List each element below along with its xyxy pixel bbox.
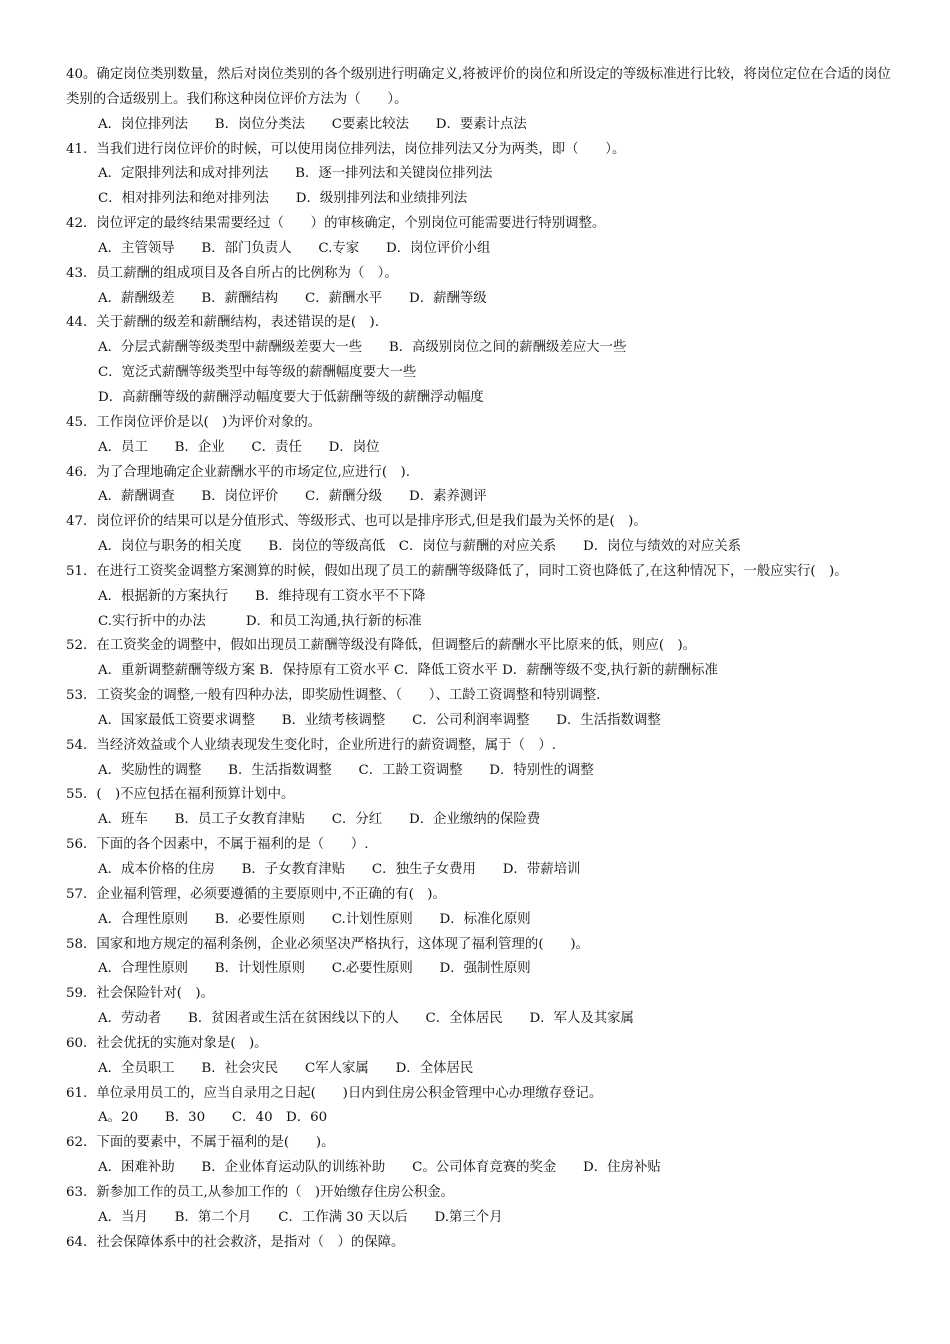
question-text: 60．社会优抚的实施对象是( )。: [66, 1035, 268, 1051]
question-options: A．全员职工 B．社会灾民 C军人家属 D．全体居民: [98, 1060, 474, 1076]
question-options: A．合理性原则 B．必要性原则 C.计划性原则 D．标准化原则: [98, 911, 531, 927]
question-options: A．岗位与职务的相关度 B．岗位的等级高低 C．岗位与薪酬的对应关系 D．岗位与绩效的对应关系: [98, 539, 742, 555]
document-body: [66, 63, 896, 1256]
question-63: [66, 1181, 896, 1231]
question-42: [66, 212, 896, 262]
question-47: [66, 510, 896, 560]
question-51: [66, 560, 896, 635]
question-options: A．班车 B．员工子女教育津贴 C．分红 D．企业缴纳的保险费: [98, 812, 541, 828]
question-56: [66, 833, 896, 883]
question-text: 40。确定岗位类别数量，然后对岗位类别的各个级别进行明确定义,将被评价的岗位和所设定的等级标准进行比较，将岗位定位在合适的岗位类别的合适级别上。我们称这种岗位评价方法为（ ）。: [66, 67, 891, 107]
question-text: 46．为了合理地确定企业薪酬水平的市场定位,应进行( ).: [66, 464, 410, 480]
question-options: A．奖励性的调整 B．生活指数调整 C．工龄工资调整 D．特别性的调整: [98, 762, 594, 778]
question-options: C．宽泛式薪酬等级类型中每等级的薪酬幅度要大一些: [98, 365, 417, 381]
question-59: [66, 982, 896, 1032]
question-41: [66, 138, 896, 213]
question-40: [66, 63, 896, 138]
question-43: [66, 262, 896, 312]
question-options: A．劳动者 B．贫困者或生活在贫困线以下的人 C．全体居民 D．军人及其家属: [98, 1011, 634, 1027]
question-options: C．相对排列法和绝对排列法 D．级别排列法和业绩排列法: [98, 191, 468, 207]
question-55: [66, 783, 896, 833]
question-53: [66, 684, 896, 734]
question-46: [66, 461, 896, 511]
question-text: 63．新参加工作的员工,从参加工作的（ )开始缴存住房公积金。: [66, 1184, 455, 1200]
question-text: 47．岗位评价的结果可以是分值形式、等级形式、也可以是排序形式,但是我们最为关怀的是( )。: [66, 514, 647, 530]
question-text: 53．工资奖金的调整,一般有四种办法，即奖励性调整、（ ）、工龄工资调整和特别调整.: [66, 688, 601, 704]
question-text: 41．当我们进行岗位评价的时候，可以使用岗位排列法，岗位排列法又分为两类，即（ ）。: [66, 141, 626, 157]
question-options: A．困难补助 B．企业体育运动队的训练补助 C。公司体育竞赛的奖金 D．住房补贴: [98, 1160, 661, 1176]
question-62: [66, 1131, 896, 1181]
question-options: A．员工 B．企业 C．责任 D．岗位: [98, 439, 380, 455]
question-options: A．分层式薪酬等级类型中薪酬级差要大一些 B．高级别岗位之间的薪酬级差应大一些: [98, 340, 627, 356]
question-options: A．根据新的方案执行 B．维持现有工资水平不下降: [98, 588, 426, 604]
question-text: 57．企业福利管理，必须要遵循的主要原则中,不正确的有( )。: [66, 886, 446, 902]
question-text: 54．当经济效益或个人业绩表现发生变化时，企业所进行的薪资调整，属于（ ）.: [66, 737, 556, 753]
question-options: A．定限排列法和成对排列法 B．逐一排列法和关键岗位排列法: [98, 166, 493, 182]
question-text: 62．下面的要素中，不属于福利的是( )。: [66, 1135, 335, 1151]
question-64: [66, 1231, 896, 1256]
question-61: [66, 1082, 896, 1132]
question-options: A。20 B．30 C．40 D．60: [98, 1110, 328, 1126]
question-text: 55．( )不应包括在福利预算计划中。: [66, 787, 295, 803]
question-options: A．合理性原则 B．计划性原则 C.必要性原则 D．强制性原则: [98, 961, 531, 977]
question-options: A．国家最低工资要求调整 B．业绩考核调整 C．公司利润率调整 D．生活指数调整: [98, 712, 661, 728]
question-text: 43．员工薪酬的组成项目及各自所占的比例称为（ ）。: [66, 265, 398, 281]
question-options: A．重新调整薪酬等级方案 B．保持原有工资水平 C．降低工资水平 D．薪酬等级不变,执行新的薪酬标准: [98, 663, 718, 679]
question-45: [66, 411, 896, 461]
question-options: A．薪酬级差 B．薪酬结构 C．薪酬水平 D．薪酬等级: [98, 290, 487, 306]
question-text: 61．单位录用员工的，应当自录用之日起( )日内到住房公积金管理中心办理缴存登记。: [66, 1085, 603, 1101]
question-options: C.实行折中的办法 D．和员工沟通,执行新的标准: [98, 613, 422, 629]
question-text: 59．社会保险针对( )。: [66, 986, 215, 1002]
question-58: [66, 933, 896, 983]
question-text: 45．工作岗位评价是以( )为评价对象的。: [66, 414, 322, 430]
question-options: A．主管领导 B．部门负责人 C.专家 D．岗位评价小组: [98, 240, 491, 256]
question-52: [66, 634, 896, 684]
question-options: A．薪酬调查 B．岗位评价 C．薪酬分级 D．素养测评: [98, 489, 487, 505]
question-options: A．当月 B．第二个月 C．工作满 30 天以后 D.第三个月: [98, 1209, 503, 1225]
question-text: 58．国家和地方规定的福利条例，企业必须坚决严格执行，这体现了福利管理的( )。: [66, 936, 589, 952]
question-text: 64．社会保障体系中的社会救济，是指对（ ）的保障。: [66, 1234, 405, 1250]
question-text: 56．下面的各个因素中，不属于福利的是（ ）.: [66, 837, 369, 853]
question-text: 52．在工资奖金的调整中，假如出现员工薪酬等级没有降低，但调整后的薪酬水平比原来的低，则应( )。: [66, 638, 697, 654]
question-text: 51．在进行工资奖金调整方案测算的时候，假如出现了员工的薪酬等级降低了，同时工资也降低了,在这种情况下，一般应实行( )。: [66, 563, 848, 579]
question-text: 44．关于薪酬的级差和薪酬结构，表述错误的是( ).: [66, 315, 379, 331]
question-text: 42．岗位评定的最终结果需要经过（ ）的审核确定，个别岗位可能需要进行特别调整。: [66, 216, 606, 232]
question-57: [66, 883, 896, 933]
question-60: [66, 1032, 896, 1082]
question-options: A．成本价格的住房 B．子女教育津贴 C．独生子女费用 D．带薪培训: [98, 862, 581, 877]
question-54: [66, 734, 896, 784]
question-44: [66, 311, 896, 410]
question-options: A．岗位排列法 B．岗位分类法 C要素比较法 D．要素计点法: [98, 116, 527, 132]
question-options: D．高薪酬等级的薪酬浮动幅度要大于低薪酬等级的薪酬浮动幅度: [98, 389, 484, 405]
